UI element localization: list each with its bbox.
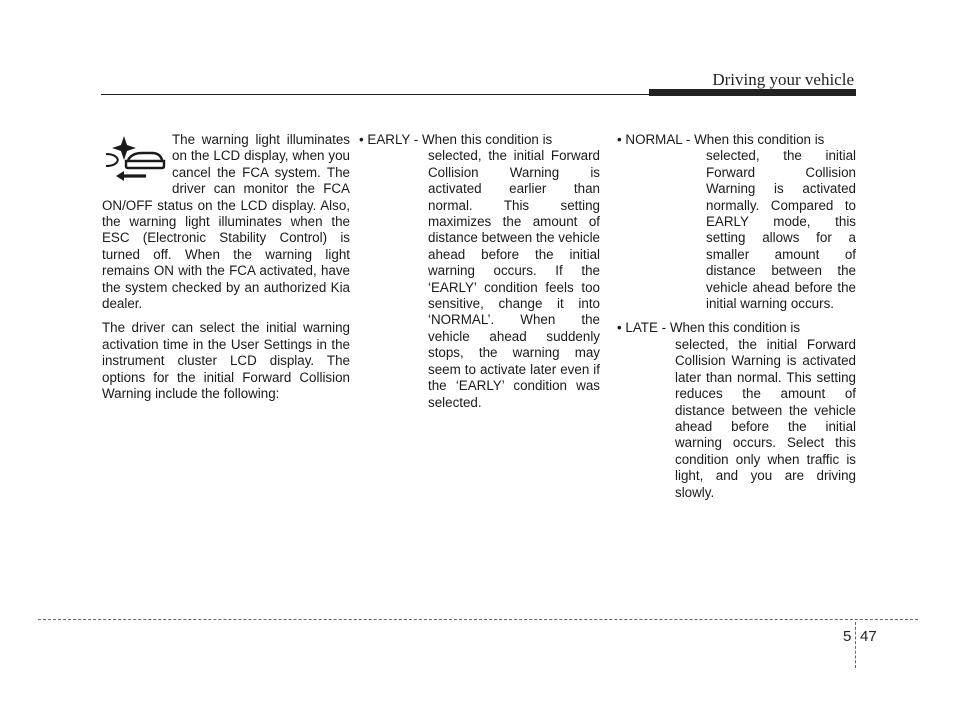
option-normal-text: selected, the initial Forward Collision Warning is activated normally. Compared to EARLY mode, this setting allows for a smaller amount of distance between the vehicle ahead before the initial warning occurs. — [706, 148, 856, 312]
footer-rule — [38, 619, 918, 620]
option-late-first-line: When this condition is — [669, 320, 801, 336]
paragraph-warning-light: The warning light illuminates on the LCD display, when you cancel the FCA system. The driver can monitor the FCA ON/OFF status on the LCD display. Also, the warning light illuminates when the ESC (Electronic Stability Control) is turned off. When the warning light remains ON with the FCA activated, have the system checked by an authorized Kia dealer. — [102, 132, 350, 312]
option-late-label: • LATE - — [617, 320, 667, 336]
section-title: Driving your vehicle — [712, 70, 854, 89]
column-2 — [359, 132, 600, 419]
column-1 — [102, 132, 350, 411]
option-normal-first-line: When this condition is — [694, 132, 825, 147]
option-early-label: • EARLY - — [359, 132, 419, 147]
chapter-number: 5 — [843, 628, 852, 645]
header-rule-thick — [649, 89, 856, 96]
option-normal — [617, 132, 856, 312]
page-number: 47 — [860, 628, 877, 645]
option-late-text: selected, the initial Forward Collision Warning is activated later than normal. This setting reduces the amount of distance between the vehicle ahead before the initial warning occurs. Select this condition only when traffic is light, and you are driving slowly. — [675, 336, 856, 500]
column-3 — [617, 132, 856, 509]
fca-warning-icon — [102, 134, 166, 184]
option-early-text: selected, the initial Forward Collision Warning is activated earlier than normal. This setting maximizes the amount of distance between the vehicle ahead before the initial warning occurs. If the ‘EARLY’ condition feels too sensitive, change it into ‘NORMAL’. When the vehicle ahead suddenly stops, the warning may seem to activate later even if the ‘EARLY’ condition was selected. — [428, 148, 600, 410]
option-early — [359, 132, 600, 411]
option-early-first-line: When this condition is — [422, 132, 553, 147]
option-normal-label: • NORMAL - — [617, 132, 691, 147]
paragraph-options-intro: The driver can select the initial warning activation time in the User Settings in the instrument cluster LCD display. The options for the initial Forward Collision Warning include the following: — [102, 320, 350, 402]
header-rule-thin — [101, 94, 649, 95]
page-number-divider — [855, 622, 856, 668]
option-late — [617, 320, 856, 500]
